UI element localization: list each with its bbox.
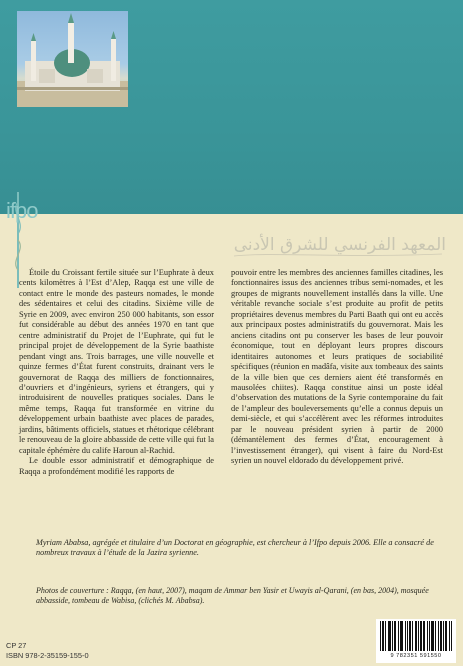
- barcode-number: 9 782351 591550: [390, 653, 442, 659]
- arabic-institute-title: [228, 222, 448, 262]
- arabic-title-text: المعهد الفرنسي للشرق الأدنى: [233, 235, 446, 255]
- summary-paragraph: Étoile du Croissant fertile située sur l’Euphrate à deux cents kilomètres à l’Est d’Alep, Raqqa est une ville de contact entre le monde des pasteurs nomades, le monde des sédentaires et celui des citadins. Sixième ville de Syrie en 2009, avec environ 250 000 habitants, son essor fut considérable au début des années 1970 en tant que centre administratif du Projet de l’Euphrate, qui fut le principal projet de développement de la Syrie baathiste pendant vingt ans. Trois barrages, une ville nouvelle et quinze fermes d’État furent construits, drainant vers le gouvernorat de Raqqa des milliers de fonctionnaires, d’ouvriers et d’ingénieurs, syriens et étrangers, qui y introduisirent de nouvelles pratiques sociales. Dans le même temps, Raqqa fut transformée en vitrine du développement urbain baathiste avec places de parades, jardins, bâtiments officiels, statues et rhétorique célébrant le renouveau de la gloire abbasside de cette ville qui fut la capitale éphémère du calife Haroun al-Rachid.: [19, 268, 214, 455]
- mosque-photo: [17, 11, 128, 107]
- publisher-info: [6, 641, 89, 661]
- summary-column-right: [231, 268, 443, 467]
- summary-paragraph: pouvoir entre les membres des anciennes familles citadines, les fonctionnaires issus des anciennes tribus semi-nomades, et les groupes de migrants nouvellement installés dans la ville. Une véritable revanche sociale s’est produite au profit de petits propriétaires devenus membres du Parti Baath qui ont eu accès aux principaux postes administratifs du gouvernorat. Mais les anciens citadins ont pu conserver les bases de leur pouvoir économique, tout en déployant leurs propres discours identitaires autonomes et leurs pratiques de sociabilité spécifiques (réunion en madâfa, visite aux tombeaux des saints de la ville bien que ces derniers aient été transformés en mausolées chiites). Raqqa constitue ainsi un poste idéal d’observation des mutations de la Syrie contemporaine du fait de l’ampleur des bouleversements qu’elle a connus depuis un demi-siècle, et qui s’accélèrent avec les réformes introduites par le nouveau président syrien à partir de 2000 (démantèlement des fermes d’État, encouragement à l’investissement étranger), qui visent à faire du Nord-Est syrien un nouvel eldorado du développement privé.: [231, 268, 443, 466]
- cp-number: CP 27: [6, 641, 27, 650]
- summary-paragraph: Le double essor administratif et démographique de Raqqa a profondément modifié les rapports de: [19, 456, 214, 476]
- summary-column-left: [19, 268, 214, 477]
- author-bio: Myriam Ababsa, agrégée et titulaire d’un Doctorat en géographie, est chercheur à l’Ifpo depuis 2006. Elle a consacré de nombreux travaux à l’étude de la Jazira syrienne.: [36, 538, 434, 557]
- ifpo-logo-text: ifpo: [6, 198, 38, 223]
- photo-credits: Photos de couverture : Raqqa, (en haut, 2007), maqam de Ammar ben Yasir et Uwayis al-Qarani, (en bas, 2004), mosquée abbasside, tombeau de Wabisa, (clichés M. Ababsa).: [36, 586, 429, 605]
- isbn: ISBN 978-2-35159-155-0: [6, 651, 89, 660]
